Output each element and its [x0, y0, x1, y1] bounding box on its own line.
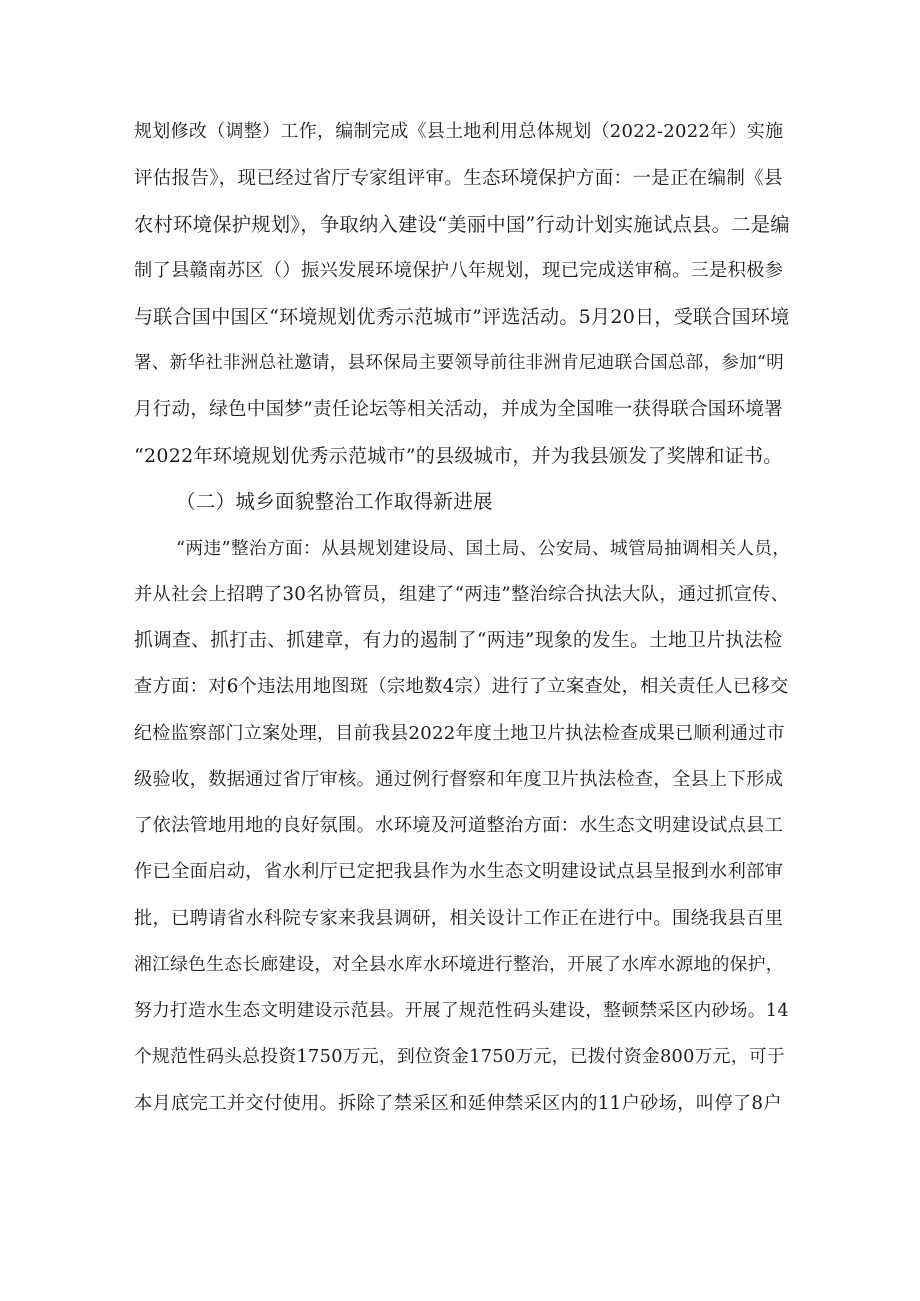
paragraph-2-line-4: 查方面：对6个违法用地图斑（宗地数4宗）进行了立案查处，相关责任人已移交 — [134, 676, 789, 697]
paragraph-2-line-10: 湘江绿色生态长廊建设，对全县水库水环境进行整治，开展了水库水源地的保护， — [134, 955, 784, 975]
paragraph-2-line-12: 个规范性码头总投资1750万元，到位资金1750万元，已拨付资金800万元，可于 — [134, 1047, 785, 1067]
paragraph-2-line-2: 并从社会上招聘了30名协管员，组建了“两违”整治综合执法大队，通过抓宣传、 — [134, 584, 790, 605]
paragraph-2-line-13: 本月底完工并交付使用。拆除了禁采区和延伸禁采区内的11户砂场，叫停了8户 — [134, 1093, 782, 1114]
paragraph-2-line-6: 级验收，数据通过省厅审核。通过例行督察和年度卫片执法检查，全县上下形成 — [134, 769, 784, 790]
paragraph-1-line-2: 评估报告》，现已经过省厅专家组评审。生态环境保护方面：一是正在编制《县 — [134, 168, 783, 189]
paragraph-1-line-4: 制了县赣南苏区（）振兴发展环境保护八年规划，现已完成送审稿。三是积极参 — [134, 260, 784, 281]
paragraph-1-line-8: “2022年环境规划优秀示范城市”的县级城市，并为我县颁发了奖牌和证书。 — [134, 445, 783, 467]
paragraph-2-line-3: 抓调查、抓打击、抓建章，有力的遏制了“两违”现象的发生。土地卫片执法检 — [134, 630, 783, 651]
section-heading: （二）城乡面貌整治工作取得新进展 — [176, 490, 493, 513]
paragraph-1-line-5: 与联合国中国区“环境规划优秀示范城市”评选活动。5月20日，受联合国环境 — [134, 306, 790, 328]
paragraph-1-line-7: 月行动，绿色中国梦”责任论坛等相关活动，并成为全国唯一获得联合国环境署 — [134, 399, 783, 420]
paragraph-2-line-7: 了依法管地用地的良好氛围。水环境及河道整治方面：水生态文明建设试点县工 — [134, 815, 784, 836]
paragraph-1-line-3: 农村环境保护规划》，争取纳入建设“美丽中国”行动计划实施试点县。二是编 — [134, 213, 790, 236]
paragraph-2-line-11: 努力打造水生态文明建设示范县。开展了规范性码头建设，整顿禁采区内砂场。14 — [134, 1001, 789, 1021]
paragraph-1-line-1: 规划修改（调整）工作，编制完成《县土地利用总体规划（2022-2022年）实施 — [134, 121, 784, 142]
paragraph-2-line-1: “两违”整治方面：从县规划建设局、国土局、公安局、城管局抽调相关人员， — [176, 539, 791, 559]
paragraph-1-line-6: 署、新华社非洲总社邀请，县环保局主要领导前往非洲肯尼迪联合国总部，参加“明 — [134, 353, 785, 373]
paragraph-2-line-5: 纪检监察部门立案处理，目前我县2022年度土地卫片执法检查成果已顺利通过市 — [134, 723, 785, 744]
paragraph-2-line-9: 批，已聘请省水科院专家来我县调研，相关设计工作正在进行中。围绕我县百里 — [134, 908, 784, 929]
paragraph-2-line-8: 作已全面启动，省水利厅已定把我县作为水生态文明建设试点县呈报到水利部审 — [134, 861, 784, 882]
